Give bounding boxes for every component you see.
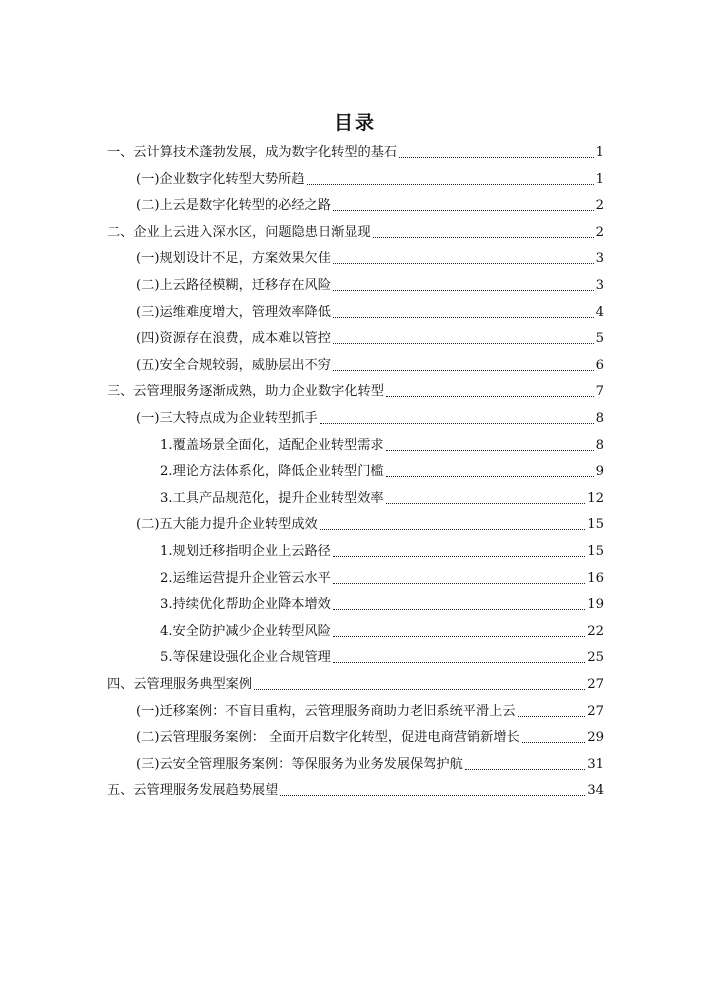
dot-leader (254, 689, 585, 690)
toc-entry-page: 15 (587, 517, 604, 533)
toc-entry-title: (一)规划设计不足，方案效果欠佳 (136, 251, 331, 267)
toc-entry-page: 31 (587, 756, 604, 772)
toc-entry-page: 8 (595, 411, 604, 426)
toc-entry-title: (二)云管理服务案例： 全面开启数字化转型，促进电商营销新增长 (136, 730, 520, 746)
toc-entry-title: 2.理论方法体系化，降低企业转型门槛 (160, 464, 384, 480)
toc-entry[interactable] (107, 675, 604, 695)
toc-entry-page: 27 (587, 703, 604, 719)
toc-entry[interactable] (160, 436, 604, 456)
dot-leader (386, 476, 594, 477)
toc-entry-page: 8 (595, 437, 604, 453)
toc-entry[interactable] (107, 382, 604, 402)
dot-leader (333, 290, 594, 291)
toc-entry[interactable] (160, 489, 604, 509)
toc-entry-title: 4.安全防护减少企业转型风险 (160, 623, 331, 639)
toc-entry[interactable] (160, 542, 604, 562)
dot-leader (280, 795, 585, 796)
dot-leader (399, 157, 593, 158)
toc-entry[interactable] (136, 329, 604, 349)
toc-entry-title: (三)运维难度增大，管理效率降低 (136, 304, 331, 320)
toc-entry-page: 19 (587, 597, 604, 613)
toc-entry-title: (三)云安全管理服务案例：等保服务为业务发展保驾护航 (136, 756, 463, 772)
dot-leader (333, 662, 585, 663)
dot-leader (465, 769, 585, 770)
toc-entry[interactable] (136, 409, 604, 429)
toc-entry-page: 22 (587, 623, 604, 639)
toc-entry[interactable] (107, 223, 604, 243)
dot-leader (307, 184, 594, 185)
toc-entry[interactable] (160, 595, 604, 615)
toc-entry[interactable] (107, 781, 604, 801)
toc-entry-title: (一)三大特点成为企业转型抓手 (136, 411, 318, 426)
toc-entry[interactable] (160, 622, 604, 642)
toc-entry-page: 2 (595, 224, 604, 240)
toc-entry-page: 34 (587, 783, 604, 799)
toc-entry-page: 25 (587, 650, 604, 666)
toc-entry-title: 三、云管理服务逐渐成熟，助力企业数字化转型 (107, 384, 384, 400)
toc-entry[interactable] (160, 462, 604, 482)
dot-leader (333, 210, 594, 211)
toc-entry[interactable] (136, 303, 604, 323)
toc-entry-title: (四)资源存在浪费，成本难以管控 (136, 331, 331, 347)
toc-entry-page: 6 (595, 357, 604, 373)
toc-entry-title: 五、云管理服务发展趋势展望 (107, 783, 279, 799)
toc-entry-title: 二、企业上云进入深水区，问题隐患日渐显现 (107, 224, 371, 240)
dot-leader (320, 423, 594, 424)
toc-entry-title: (二)上云是数字化转型的必经之路 (136, 198, 331, 214)
toc-entry[interactable] (107, 143, 604, 163)
dot-leader (386, 450, 594, 451)
dot-leader (386, 503, 586, 504)
toc-entry-page: 1 (595, 171, 604, 187)
toc-entry-page: 7 (595, 384, 604, 400)
toc-entry-title: (一)迁移案例：不盲目重构，云管理服务商助力老旧系统平滑上云 (136, 703, 516, 719)
toc-entry-title: 3.持续优化帮助企业降本增效 (160, 597, 331, 613)
toc-entry-page: 12 (587, 490, 604, 506)
toc-entry[interactable] (160, 648, 604, 668)
toc-entry[interactable] (136, 170, 604, 190)
toc-entry-page: 4 (595, 304, 604, 320)
toc-entry[interactable] (136, 755, 604, 775)
dot-leader (518, 716, 586, 717)
toc-entry-title: 四、云管理服务典型案例 (107, 677, 253, 692)
toc-entry-page: 2 (595, 198, 604, 214)
dot-leader (333, 263, 594, 264)
toc-entry-title: 3.工具产品规范化，提升企业转型效率 (160, 490, 384, 506)
dot-leader (333, 636, 585, 637)
toc-entry-title: 2.运维运营提升企业管云水平 (160, 570, 331, 586)
toc-entry[interactable] (136, 356, 604, 376)
page-title: 目录 (333, 112, 376, 134)
toc-entry[interactable] (136, 515, 604, 535)
toc-entry-title: (二)五大能力提升企业转型成效 (136, 517, 318, 533)
toc-entry-page: 15 (587, 544, 604, 559)
toc-entry-page: 29 (587, 730, 604, 746)
toc-entry[interactable] (136, 276, 604, 296)
dot-leader (333, 317, 594, 318)
toc-entry-title: 一、云计算技术蓬勃发展，成为数字化转型的基石 (107, 145, 398, 160)
toc-entry[interactable] (136, 728, 604, 748)
toc-entry[interactable] (160, 569, 604, 589)
toc-entry-page: 3 (595, 278, 604, 293)
toc-entry-page: 27 (587, 677, 604, 692)
dot-leader (522, 742, 585, 743)
toc-entry[interactable] (136, 702, 604, 722)
dot-leader (333, 556, 585, 557)
toc-entry-page: 5 (595, 331, 604, 347)
toc-entry[interactable] (136, 249, 604, 269)
toc-entry-page: 16 (587, 570, 604, 586)
toc-entry-page: 9 (595, 464, 604, 480)
toc-entry-title: 1.规划迁移指明企业上云路径 (160, 544, 331, 559)
toc-entry-title: 1.覆盖场景全面化，适配企业转型需求 (160, 437, 384, 453)
dot-leader (320, 529, 585, 530)
toc-entry-title: (一)企业数字化转型大势所趋 (136, 171, 305, 187)
toc-entry-page: 3 (595, 251, 604, 267)
dot-leader (333, 583, 585, 584)
dot-leader (333, 343, 594, 344)
dot-leader (386, 396, 594, 397)
toc-entry[interactable] (136, 196, 604, 216)
dot-leader (373, 237, 594, 238)
dot-leader (333, 370, 594, 371)
toc-entry-title: (五)安全合规较弱，威胁层出不穷 (136, 357, 331, 373)
toc-entry-page: 1 (595, 145, 604, 160)
toc-entry-title: (二)上云路径模糊，迁移存在风险 (136, 278, 331, 293)
dot-leader (333, 609, 585, 610)
toc-entry-title: 5.等保建设强化企业合规管理 (160, 650, 331, 666)
